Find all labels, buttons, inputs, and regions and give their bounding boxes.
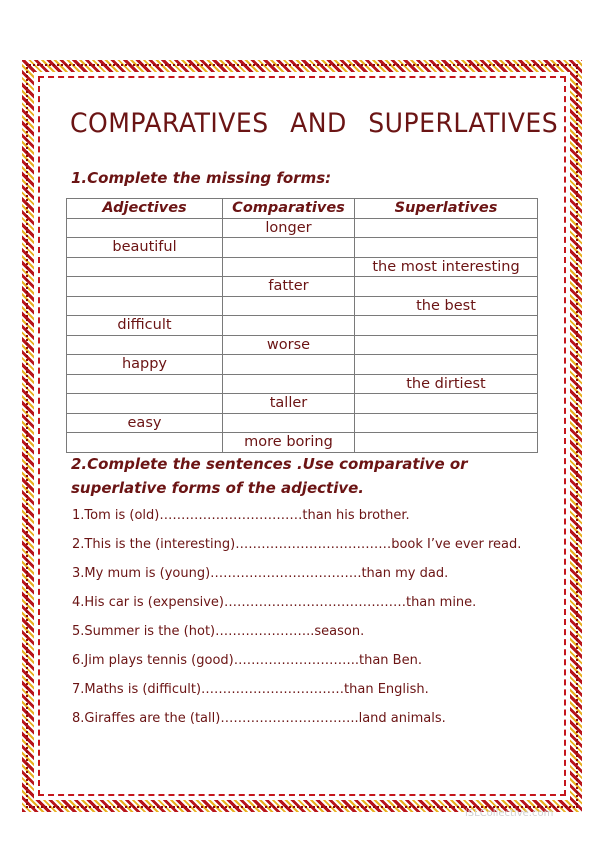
cell-comparative[interactable]: [223, 257, 355, 277]
sentence-item[interactable]: 1.Tom is (old)……………………………than his brother.: [72, 508, 410, 523]
table-row: [67, 316, 538, 336]
cell-superlative[interactable]: the best: [355, 296, 538, 316]
cell-comparative[interactable]: worse: [223, 335, 355, 355]
cell-superlative[interactable]: [355, 277, 538, 297]
header-superlatives: Superlatives: [355, 199, 538, 219]
cell-superlative[interactable]: [355, 394, 538, 414]
header-comparatives: Comparatives: [223, 199, 355, 219]
worksheet-title: COMPARATIVES AND SUPERLATIVES: [70, 108, 559, 139]
sentence-item[interactable]: 4.His car is (expensive)……………………………………than mine.: [72, 595, 477, 610]
table-row: [67, 238, 538, 258]
table-row: [67, 257, 538, 277]
table-row: [67, 433, 538, 453]
cell-adjective[interactable]: [67, 394, 223, 414]
table-row: [67, 335, 538, 355]
table-row: [67, 355, 538, 375]
cell-adjective[interactable]: [67, 277, 223, 297]
cell-adjective[interactable]: [67, 433, 223, 453]
cell-superlative[interactable]: the dirtiest: [355, 374, 538, 394]
cell-comparative[interactable]: longer: [223, 218, 355, 238]
cell-comparative[interactable]: fatter: [223, 277, 355, 297]
cell-superlative[interactable]: [355, 433, 538, 453]
sentence-item[interactable]: 5.Summer is the (hot)…………………..season.: [72, 624, 365, 639]
table-header-row: [67, 199, 538, 219]
cell-comparative[interactable]: [223, 413, 355, 433]
cell-comparative[interactable]: [223, 355, 355, 375]
table-row: [67, 413, 538, 433]
cell-comparative[interactable]: [223, 316, 355, 336]
sentence-item[interactable]: 8.Giraffes are the (tall)…………………………..land animals.: [72, 711, 446, 726]
cell-superlative[interactable]: the most interesting: [355, 257, 538, 277]
cell-adjective[interactable]: [67, 218, 223, 238]
table-row: [67, 374, 538, 394]
cell-adjective[interactable]: difficult: [67, 316, 223, 336]
cell-adjective[interactable]: beautiful: [67, 238, 223, 258]
cell-superlative[interactable]: [355, 413, 538, 433]
sentence-list: [72, 506, 542, 738]
table-row: [67, 394, 538, 414]
cell-comparative[interactable]: [223, 374, 355, 394]
cell-superlative[interactable]: [355, 316, 538, 336]
sentence-item[interactable]: 7.Maths is (difficult)……………………………than English.: [72, 682, 429, 697]
table-row: [67, 296, 538, 316]
cell-superlative[interactable]: [355, 355, 538, 375]
cell-adjective[interactable]: [67, 374, 223, 394]
cell-adjective[interactable]: easy: [67, 413, 223, 433]
sentence-item[interactable]: 3.My mum is (young)……………………………..than my dad.: [72, 566, 449, 581]
cell-superlative[interactable]: [355, 238, 538, 258]
cell-adjective[interactable]: [67, 257, 223, 277]
cell-comparative[interactable]: more boring: [223, 433, 355, 453]
section1-heading: 1.Complete the missing forms:: [71, 169, 332, 187]
section2-heading: 2.Complete the sentences .Use comparative or superlative forms of the adjective.: [71, 455, 468, 497]
forms-table: [66, 198, 538, 453]
table-row: [67, 277, 538, 297]
cell-comparative[interactable]: [223, 238, 355, 258]
cell-comparative[interactable]: taller: [223, 394, 355, 414]
sentence-item[interactable]: 6.Jim plays tennis (good)………………………..than Ben.: [72, 653, 422, 668]
cell-comparative[interactable]: [223, 296, 355, 316]
cell-adjective[interactable]: happy: [67, 355, 223, 375]
sentence-item[interactable]: 2.This is the (interesting)………………………………book I’ve ever read.: [72, 537, 522, 552]
cell-adjective[interactable]: [67, 335, 223, 355]
cell-adjective[interactable]: [67, 296, 223, 316]
table-row: [67, 218, 538, 238]
watermark: iSLCollective.com: [465, 808, 554, 819]
cell-superlative[interactable]: [355, 335, 538, 355]
header-adjectives: Adjectives: [67, 199, 223, 219]
cell-superlative[interactable]: [355, 218, 538, 238]
